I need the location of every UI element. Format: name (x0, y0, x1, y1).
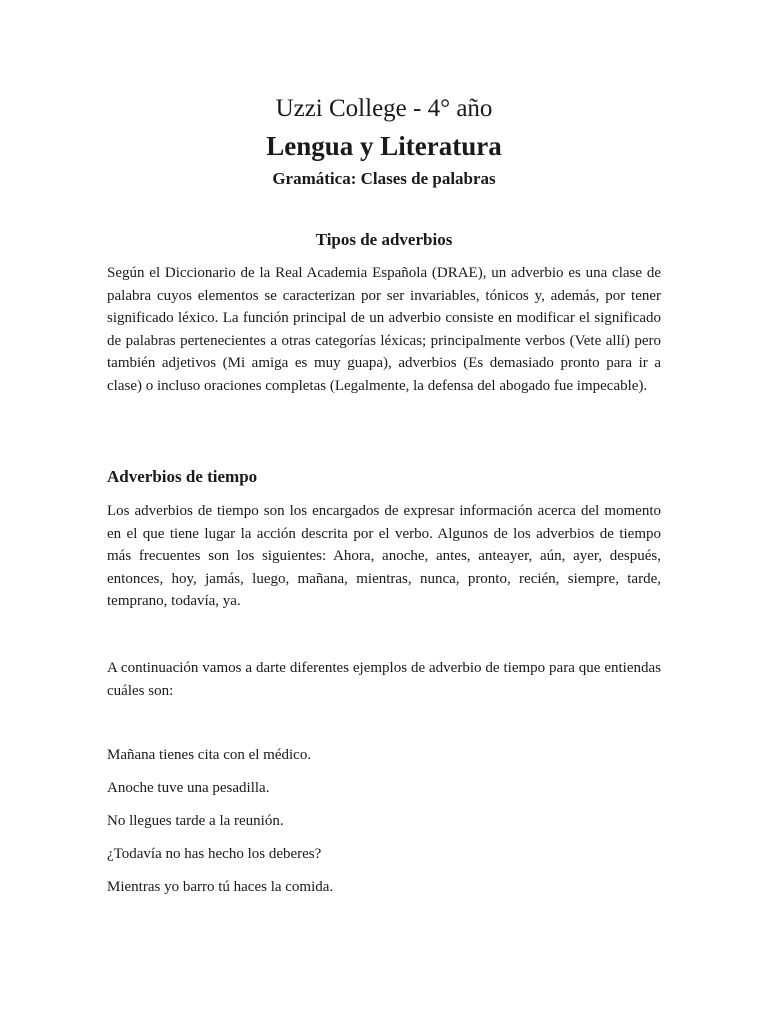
list-item: Mientras yo barro tú haces la comida. (107, 879, 334, 895)
examples-intro-block (107, 657, 661, 702)
list-item: ¿Todavía no has hecho los deberes? (107, 846, 322, 862)
tiempo-heading: Adverbios de tiempo (107, 467, 258, 486)
list-item: Anoche tuve una pesadilla. (107, 780, 270, 796)
tiempo-description: Los adverbios de tiempo son los encargados de expresar información acerca del momento en el que tiene lugar la acción descrita por el verbo. Algunos de los adverbios de tiempo más frecuentes son los siguientes: Ahora, anoche, antes, anteayer, aún, ayer, después, entonces, hoy, jamás, luego, mañana, mientras, nunca, pronto, recién, siempre, tarde, temprano, todavía, ya. (107, 503, 661, 610)
intro-paragraph-block (107, 262, 661, 398)
examples-intro: A continuación vamos a darte diferentes ejemplos de adverbio de tiempo para que entiendas cuáles son: (107, 660, 661, 699)
topic-subtitle: Gramática: Clases de palabras (272, 169, 496, 188)
tiempo-description-block (107, 500, 661, 613)
examples-list (107, 744, 661, 909)
list-item: No llegues tarde a la reunión. (107, 813, 284, 829)
section-title: Tipos de adverbios (315, 230, 453, 249)
intro-paragraph: Según el Diccionario de la Real Academia Española (DRAE), un adverbio es una clase de palabra cuyos elementos se caracterizan por ser invariables, tónicos y, además, por tener significado léxico. La función principal de un adverbio consiste en modificar el significado de palabras pertenecientes a otras categorías léxicas; principalmente verbos (Vete allí) pero también adjetivos (Mi amiga es muy guapa), adverbios (Es demasiado pronto para ir a clase) o incluso oraciones completas (Legalmente, la defensa del abogado fue impecable). (107, 265, 661, 394)
list-item: Mañana tienes cita con el médico. (107, 747, 312, 763)
school-name: Uzzi College - 4° año (275, 95, 493, 122)
document-header (0, 92, 768, 192)
subject-title: Lengua y Literatura (266, 131, 502, 161)
